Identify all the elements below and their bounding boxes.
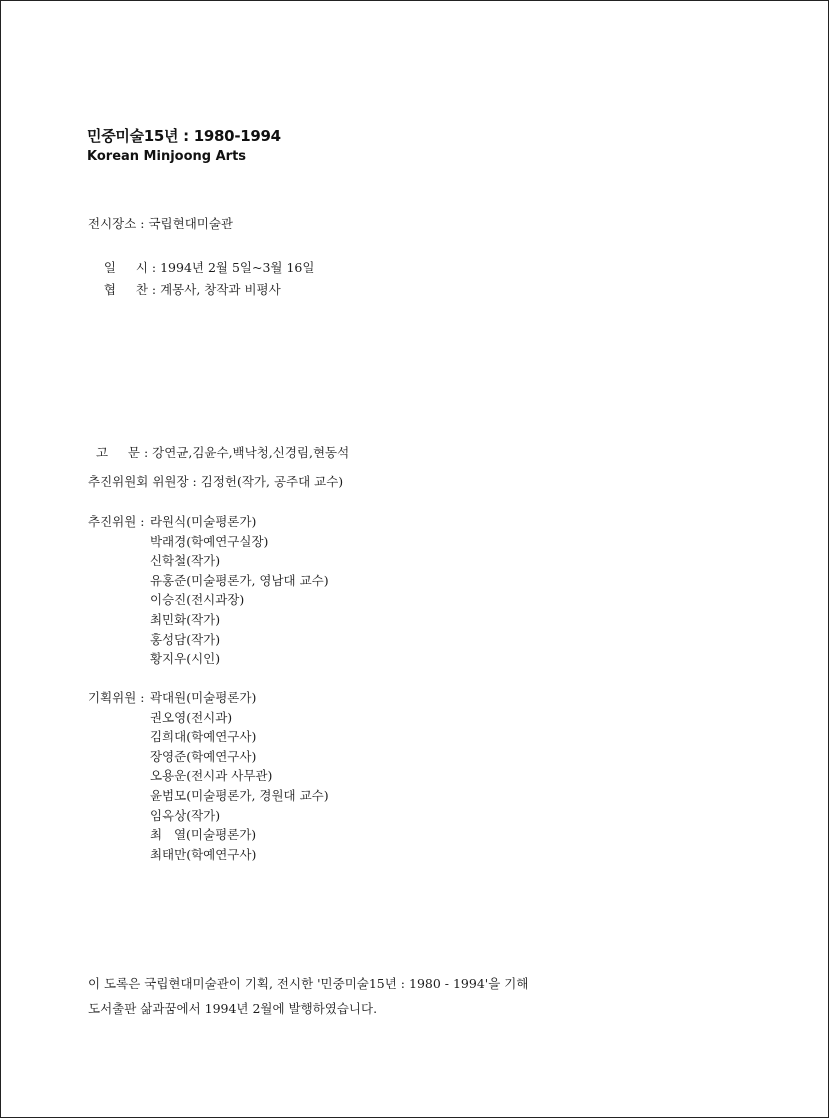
list-item: 박래경(학예연구실장) <box>149 533 269 549</box>
list-item: 기획위원 : 곽대원(미술평론가) <box>88 688 329 708</box>
info-venue-row: 전시장소 : 국립현대미술관 <box>88 216 234 231</box>
info-value: 국립현대미술관 <box>148 216 234 231</box>
list-item: 최 열(미술평론가) <box>149 827 257 843</box>
info-value: 계몽사, 창작과 비평사 <box>160 282 281 297</box>
exhibition-info <box>88 213 315 297</box>
info-value: 1994년 2월 5일~3월 16일 <box>160 260 315 275</box>
title-english: Korean Minjoong Arts <box>87 149 247 164</box>
committee-chair-line: 추진위원회 위원장 : 김정헌(작가, 공주대 교수) <box>88 474 344 489</box>
advisors-label: 고 문 <box>95 445 140 460</box>
info-date-row: 일 시 : 1994년 2월 5일~3월 16일 <box>103 260 315 275</box>
promotion-committee <box>88 512 329 669</box>
list-item: 임옥상(작가) <box>149 807 221 823</box>
list-item: 홍성담(작가) <box>149 631 221 647</box>
list-item: 황지우(시인) <box>149 651 221 667</box>
list-item: 추진위원 : 라원식(미술평론가) <box>88 512 329 532</box>
committee-chair-value: 김정헌(작가, 공주대 교수) <box>200 474 344 489</box>
list-item: 신학철(작가) <box>149 553 221 569</box>
planning-committee <box>88 688 329 864</box>
list-item: 윤범모(미술평론가, 경원대 교수) <box>149 787 329 803</box>
advisors-value: 강연균,김윤수,백낙청,신경림,현동석 <box>152 445 350 460</box>
list-item: 최태만(학예연구사) <box>149 846 257 862</box>
promotion-committee-label: 추진위원 : <box>88 514 145 529</box>
list-item: 권오영(전시과) <box>149 709 233 725</box>
list-item: 장영준(학예연구사) <box>149 748 257 764</box>
committee-chair-label: 추진위원회 위원장 <box>88 474 189 489</box>
info-label: 협 찬 <box>103 282 148 297</box>
info-label: 전시장소 <box>88 216 137 231</box>
colophon <box>88 971 528 1021</box>
list-item: 최민화(작가) <box>149 611 221 627</box>
planning-committee-label: 기획위원 : <box>88 690 145 705</box>
list-item: 김희대(학예연구사) <box>149 729 257 745</box>
colophon-line: 이 도록은 국립현대미술관이 기획, 전시한 '민중미술15년 : 1980 - 1994'을 기해 <box>88 976 529 991</box>
list-item: 이승진(전시과장) <box>149 592 245 608</box>
info-label: 일 시 <box>103 260 148 275</box>
info-sponsor-row: 협 찬 : 계몽사, 창작과 비평사 <box>103 282 281 297</box>
colophon-line: 도서출판 삶과꿈에서 1994년 2월에 발행하였습니다. <box>88 1001 378 1016</box>
advisors-line: 고 문 : 강연균,김윤수,백낙청,신경림,현동석 <box>95 445 350 460</box>
list-item: 오용운(전시과 사무관) <box>149 768 273 784</box>
title-korean: 민중미술15년 : 1980-1994 <box>87 127 281 145</box>
list-item: 유홍준(미술평론가, 영남대 교수) <box>149 572 329 588</box>
